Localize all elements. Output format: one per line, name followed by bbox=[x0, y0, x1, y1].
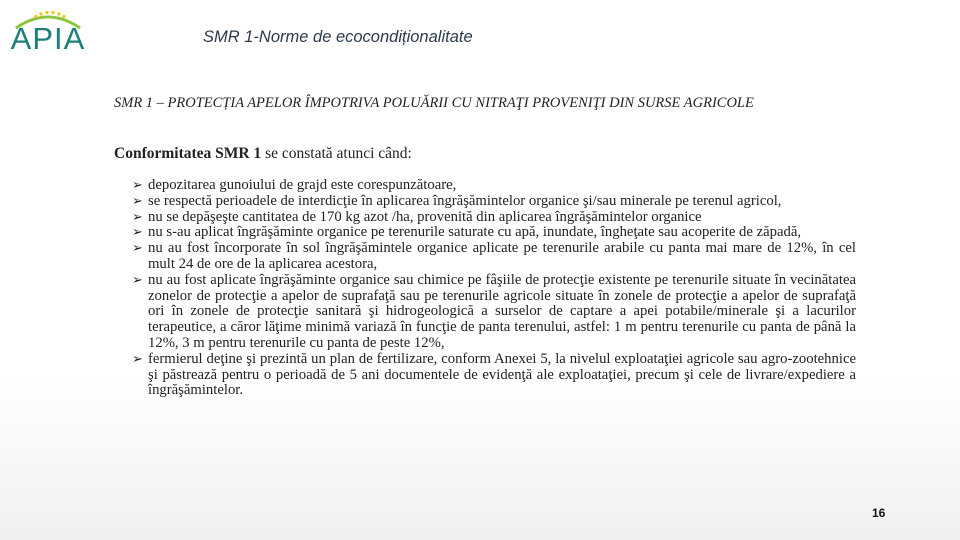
list-item: ➢ depozitarea gunoiului de grajd este corespunzătoare, bbox=[132, 177, 457, 193]
arrow-bullet-icon: ➢ bbox=[132, 225, 143, 241]
header-title: SMR 1-Norme de ecocondiționalitate bbox=[203, 28, 473, 46]
lead-rest: se constată atunci când: bbox=[261, 145, 412, 162]
lead-sentence bbox=[114, 145, 412, 163]
logo-text: APIA bbox=[10, 21, 86, 56]
arrow-bullet-icon: ➢ bbox=[132, 241, 143, 257]
apia-logo bbox=[8, 8, 88, 56]
list-item: ➢ se respectă perioadele de interdicţie în aplicarea îngrăşămintelor organice şi/sau minerale pe terenul agricol, bbox=[132, 192, 782, 209]
list-item: ➢ nu au fost aplicate îngrăşăminte organice sau chimice pe fâşiile de protecţie existente pe terenurile situate în vecinătatea zonelor de protecţie a apelor de suprafaţă sau pe terenurile agricole situate în zonele de protecţie a apelor de suprafaţă ori în zonele de protecţie sanitară şi hidrogeologică a surselor de captare a apei potabile/minerale şi a lacurilor terapeutice, a căror lăţime minimă variază în funcţie de panta terenului, astfel: 1 m pentru terenurile cu panta de până la 12%, 3 m pentru terenurile cu panta de peste 12%, bbox=[132, 271, 856, 351]
arrow-bullet-icon: ➢ bbox=[132, 272, 143, 288]
lead-bold: Conformitatea SMR 1 bbox=[114, 145, 262, 162]
list-item: ➢ fermierul deţine şi prezintă un plan de fertilizare, conform Anexei 5, la nivelul exploataţiei agricole sau agro-zootehnice şi păstrează pentru o perioadă de 5 ani documentele de evidenţă ale exploataţiei, precum şi cele de livrare/expediere a îngrăşămintelor. bbox=[132, 350, 856, 399]
arrow-bullet-icon: ➢ bbox=[132, 209, 143, 225]
page-number: 16 bbox=[872, 506, 886, 520]
list-item: ➢ nu s-au aplicat îngrăşăminte organice pe terenurile saturate cu apă, inundate, îngheţate sau acoperite de zăpadă, bbox=[132, 224, 802, 241]
list-item: ➢ nu se depăşeşte cantitatea de 170 kg azot /ha, provenită din aplicarea îngrăşămintelor organice bbox=[132, 208, 702, 225]
section-title: SMR 1 – PROTECȚIA APELOR ÎMPOTRIVA POLUĂRII CU NITRAŢI PROVENIŢI DIN SURSE AGRICOLE bbox=[114, 95, 754, 111]
conformity-list bbox=[132, 178, 856, 399]
arrow-bullet-icon: ➢ bbox=[132, 193, 143, 209]
arrow-bullet-icon: ➢ bbox=[132, 178, 143, 193]
arrow-bullet-icon: ➢ bbox=[132, 351, 143, 367]
list-item: ➢ nu au fost încorporate în sol îngrăşămintele organice aplicate pe terenurile arabile cu panta mai mare de 12%, în cel mult 24 de ore de la aplicarea acestora, bbox=[132, 240, 856, 272]
